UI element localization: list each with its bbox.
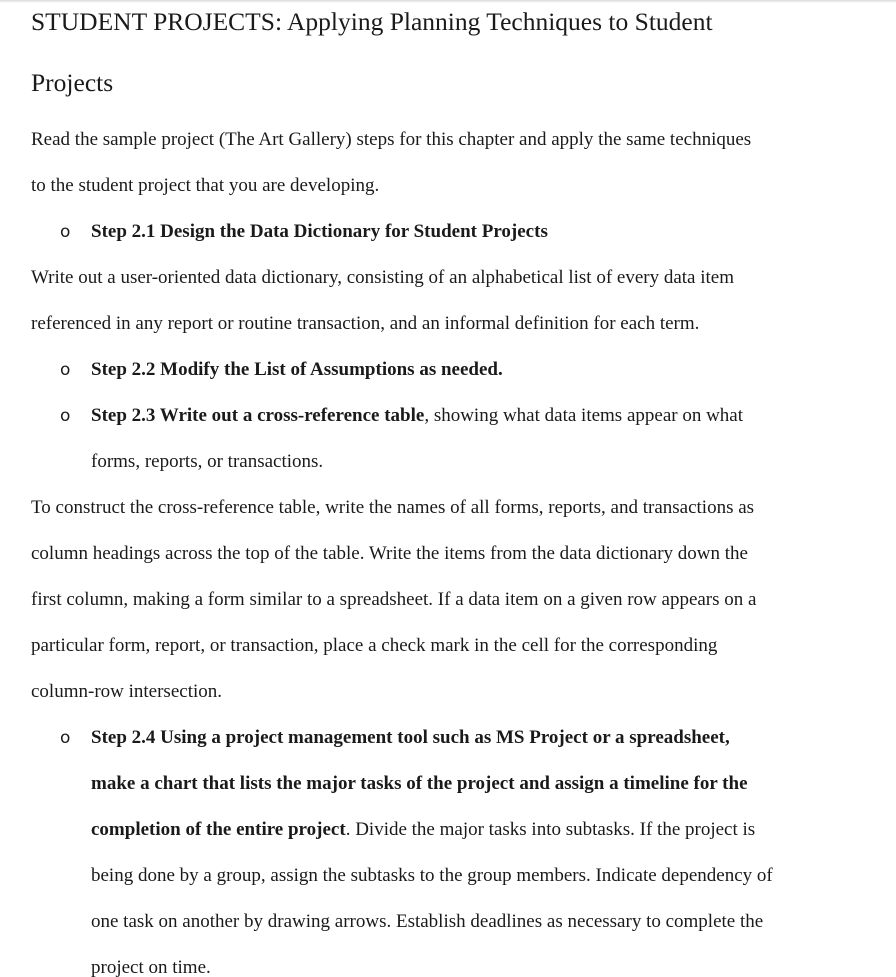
xref-line-1: To construct the cross-reference table, write the names of all forms, reports, and transactions as xyxy=(31,497,755,518)
xref-line-5: column-row intersection. xyxy=(31,681,223,702)
step-2-2-heading: Step 2.2 Modify the List of Assumptions as needed. xyxy=(91,359,503,380)
data-dictionary-paragraph xyxy=(31,255,821,347)
step-2-4-text-2: being done by a group, assign the subtasks to the group members. Indicate dependency of xyxy=(91,865,773,886)
intro-line-2: to the student project that you are developing. xyxy=(31,175,380,196)
document-page xyxy=(31,0,881,977)
step-2-4-text-3: one task on another by drawing arrows. Establish deadlines as necessary to complete the xyxy=(91,911,764,932)
step-2-4-heading-1: Step 2.4 Using a project management tool such as MS Project or a spreadsheet, xyxy=(91,727,730,748)
xref-line-3: first column, making a form similar to a spreadsheet. If a data item on a given row appears on a xyxy=(31,589,757,610)
bullet-circle-icon: o xyxy=(60,728,71,748)
list-item-step-2-4 xyxy=(60,715,831,977)
step-2-3-text-cont: forms, reports, or transactions. xyxy=(91,451,324,472)
dd-line-1: Write out a user-oriented data dictionary, consisting of an alphabetical list of every data item xyxy=(31,267,735,288)
step-2-3-text: , showing what data items appear on what xyxy=(424,405,744,426)
list-item-step-2-1 xyxy=(60,209,831,255)
step-2-4-heading-3: completion of the entire project xyxy=(91,819,346,840)
page-title xyxy=(31,0,881,113)
step-2-4-heading-2: make a chart that lists the major tasks of the project and assign a timeline for the xyxy=(91,773,748,794)
step-2-4-text-4: project on time. xyxy=(91,957,211,977)
dd-line-2: referenced in any report or routine transaction, and an informal definition for each term. xyxy=(31,313,700,334)
title-line-2: Projects xyxy=(31,68,114,97)
list-item-step-2-3 xyxy=(60,393,831,485)
cross-reference-paragraph xyxy=(31,485,821,715)
step-2-4-text-1: . Divide the major tasks into subtasks. If the project is xyxy=(345,819,756,840)
intro-paragraph xyxy=(31,117,821,209)
step-2-1-heading: Step 2.1 Design the Data Dictionary for Student Projects xyxy=(91,221,548,242)
xref-line-4: particular form, report, or transaction, place a check mark in the cell for the corresponding xyxy=(31,635,718,656)
bullet-circle-icon: o xyxy=(60,360,71,380)
intro-line-1: Read the sample project (The Art Gallery) steps for this chapter and apply the same techniques xyxy=(31,129,752,150)
bullet-circle-icon: o xyxy=(60,406,71,426)
list-item-step-2-2 xyxy=(60,347,831,393)
xref-line-2: column headings across the top of the table. Write the items from the data dictionary down the xyxy=(31,543,748,564)
bullet-circle-icon: o xyxy=(60,222,71,242)
step-2-3-heading: Step 2.3 Write out a cross-reference table xyxy=(91,405,425,426)
title-line-1: STUDENT PROJECTS: Applying Planning Techniques to Student xyxy=(31,7,713,36)
